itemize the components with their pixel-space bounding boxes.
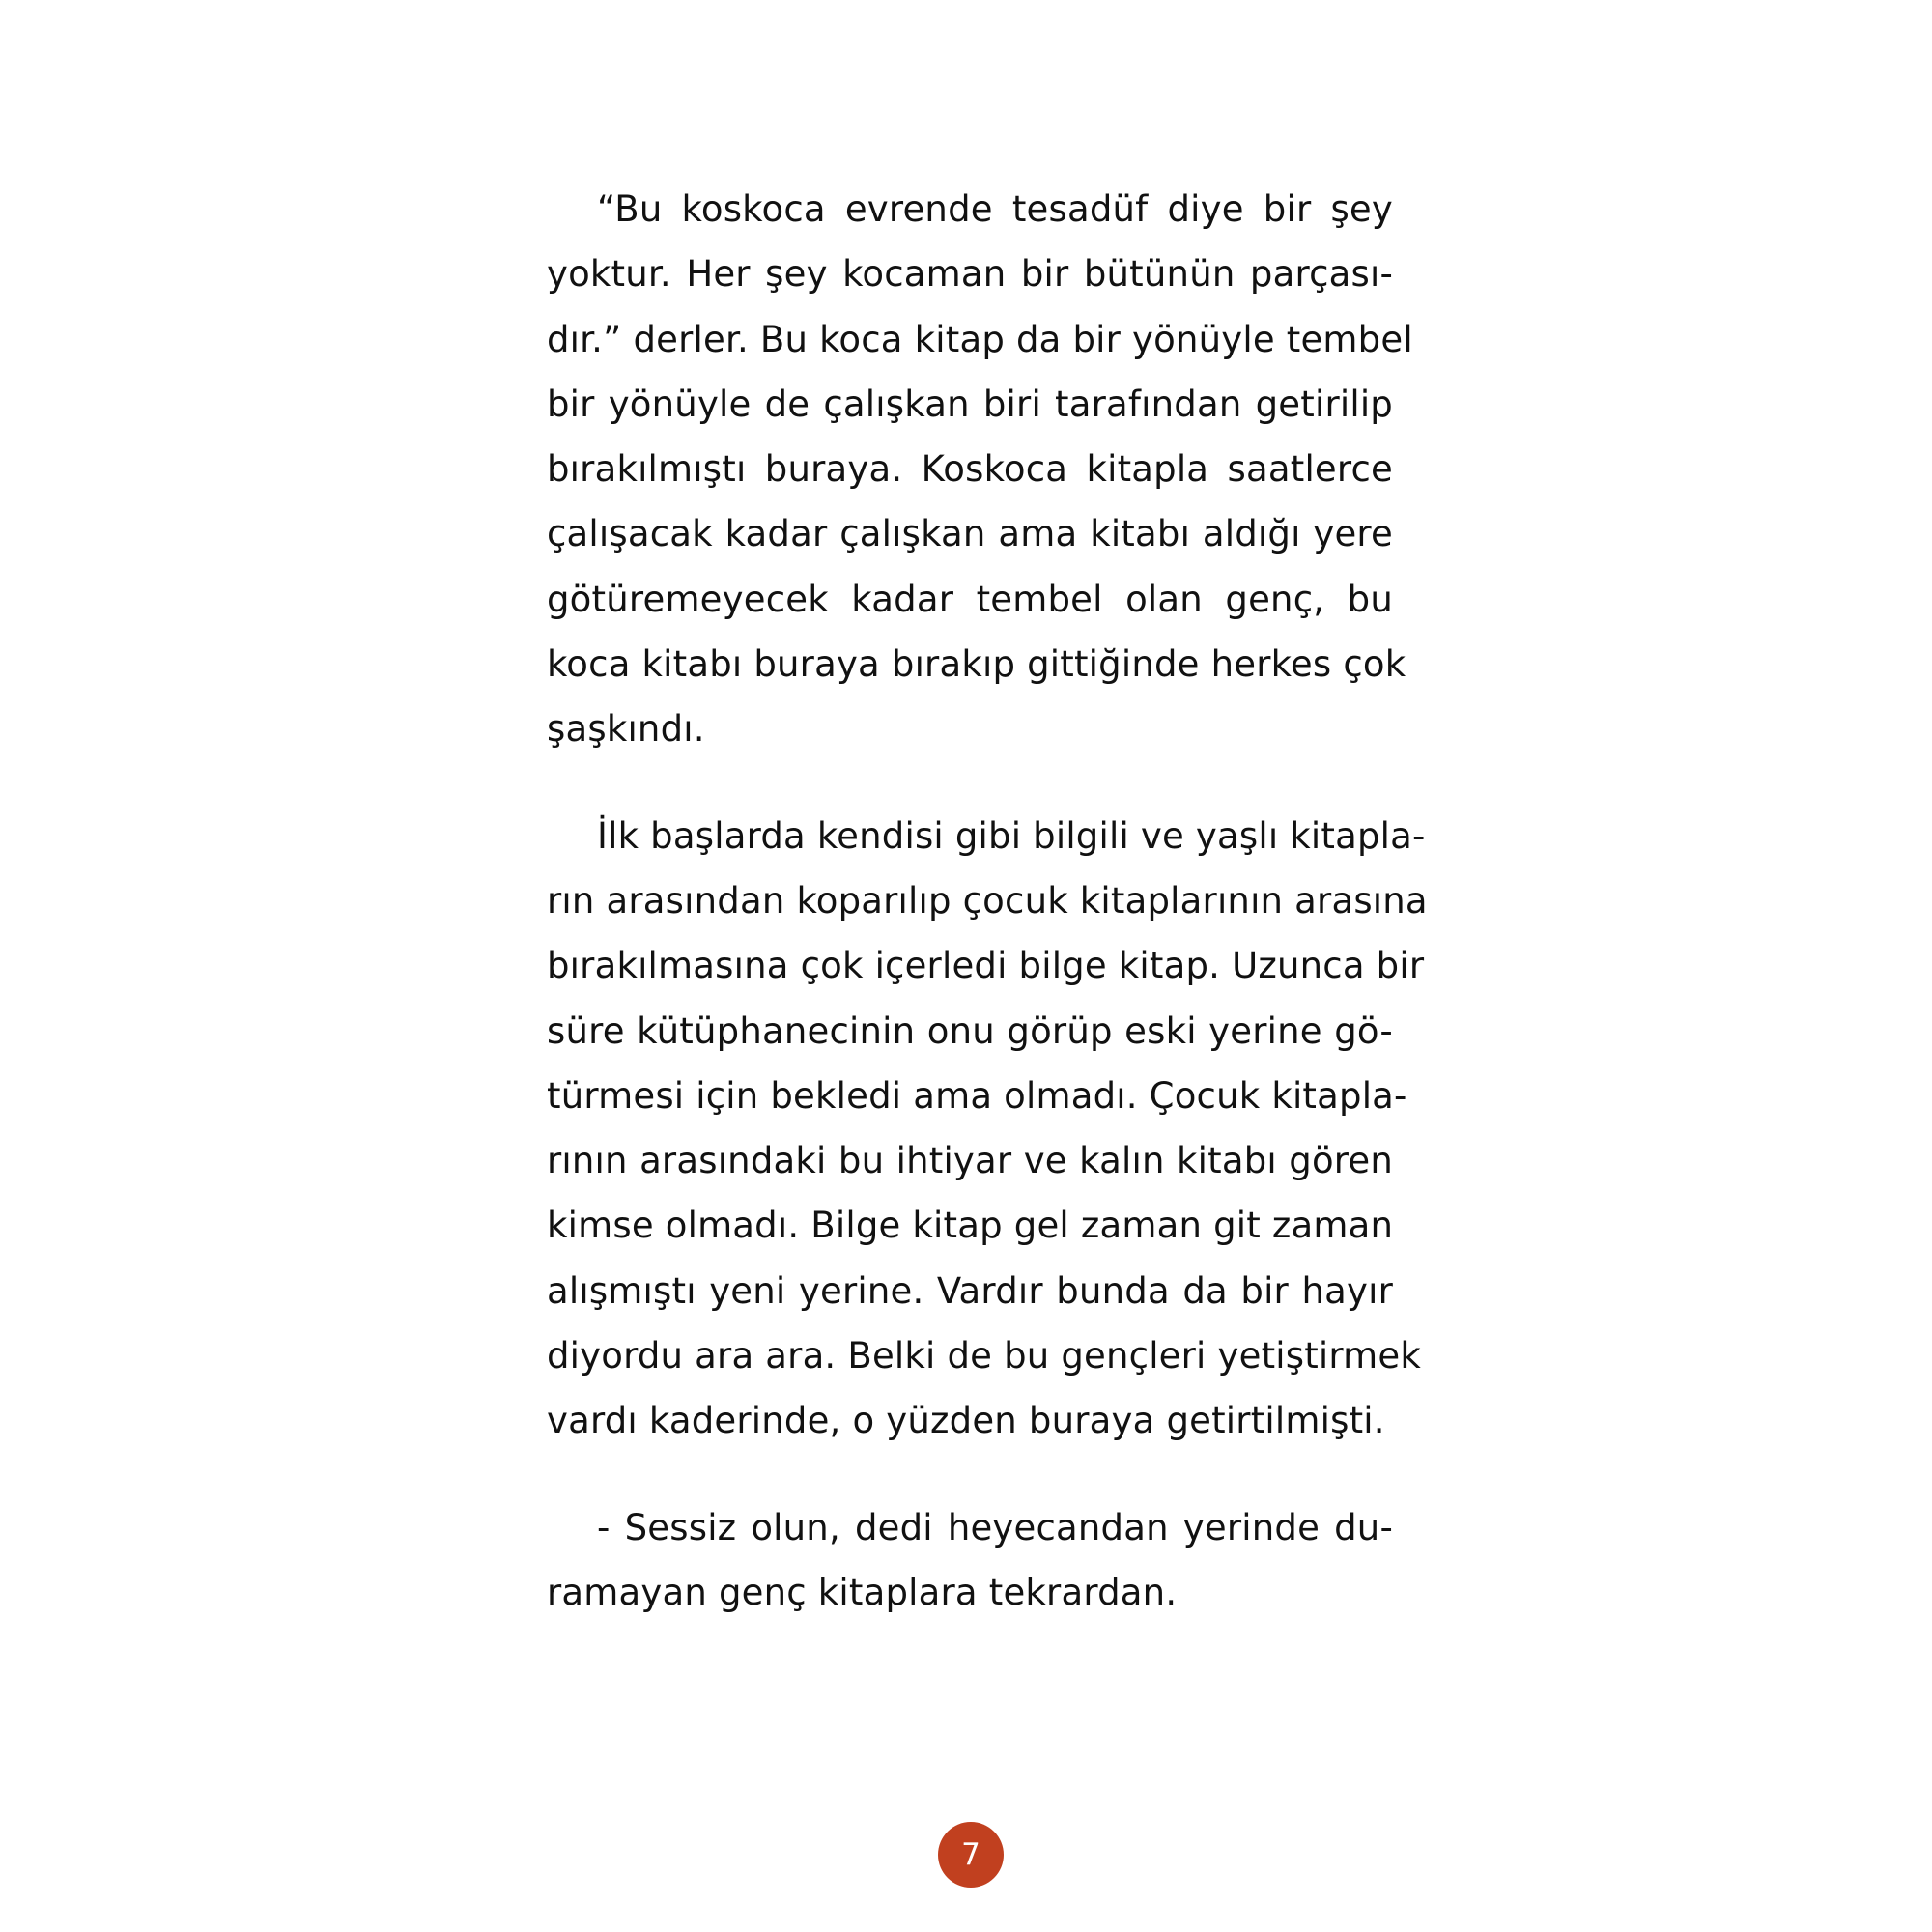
paragraph-1 [547, 177, 1413, 762]
text-line: rın arasından koparılıp çocuk kitaplarının arasına [547, 879, 1428, 922]
text-line: süre kütüphanecinin onu görüp eski yerine gö- [547, 1009, 1393, 1052]
text-line: yoktur. Her şey kocaman bir bütünün parçası- [547, 253, 1393, 296]
text-line: bırakılmasına çok içerledi bilge kitap. Uzunca bir [547, 945, 1425, 987]
text-line: bırakılmıştı buraya. Koskoca kitapla saatlerce [547, 448, 1393, 491]
page-number-badge: 7 [938, 1822, 1004, 1888]
text-line: bir yönüyle de çalışkan biri tarafından getirilip [547, 383, 1393, 425]
text-line: şaşkındı. [547, 708, 705, 751]
paragraph-3 [547, 1495, 1393, 1626]
text-line: dır.” derler. Bu koca kitap da bir yönüyle tembel [547, 318, 1413, 360]
text-line: “Bu koskoca evrende tesadüf diye bir şey [597, 188, 1393, 230]
text-line: alışmıştı yeni yerine. Vardır bunda da bir hayır [547, 1269, 1393, 1312]
body-text [547, 177, 1428, 1625]
text-line: diyordu ara ara. Belki de bu gençleri yetiştirmek [547, 1335, 1422, 1378]
text-line: rının arasındaki bu ihtiyar ve kalın kitabı gören [547, 1140, 1393, 1182]
text-line: türmesi için bekledi ama olmadı. Çocuk kitapla- [547, 1074, 1407, 1117]
text-line: çalışacak kadar çalışkan ama kitabı aldığı yere [547, 513, 1393, 555]
text-line: vardı kaderinde, o yüzden buraya getirtilmişti. [547, 1400, 1385, 1442]
text-line: İlk başlarda kendisi gibi bilgili ve yaşlı kitapla- [597, 814, 1426, 857]
text-line: götüremeyecek kadar tembel olan genç, bu [547, 578, 1393, 620]
text-line: kimse olmadı. Bilge kitap gel zaman git zaman [547, 1205, 1394, 1247]
paragraph-spacing [547, 762, 1393, 804]
paragraph-spacing [547, 1454, 1393, 1495]
text-line: ramayan genç kitaplara tekrardan. [547, 1571, 1178, 1613]
paragraph-2 [547, 804, 1428, 1454]
text-line: koca kitabı buraya bırakıp gittiğinde herkes çok [547, 643, 1406, 686]
text-line: - Sessiz olun, dedi heyecandan yerinde du- [597, 1506, 1393, 1548]
